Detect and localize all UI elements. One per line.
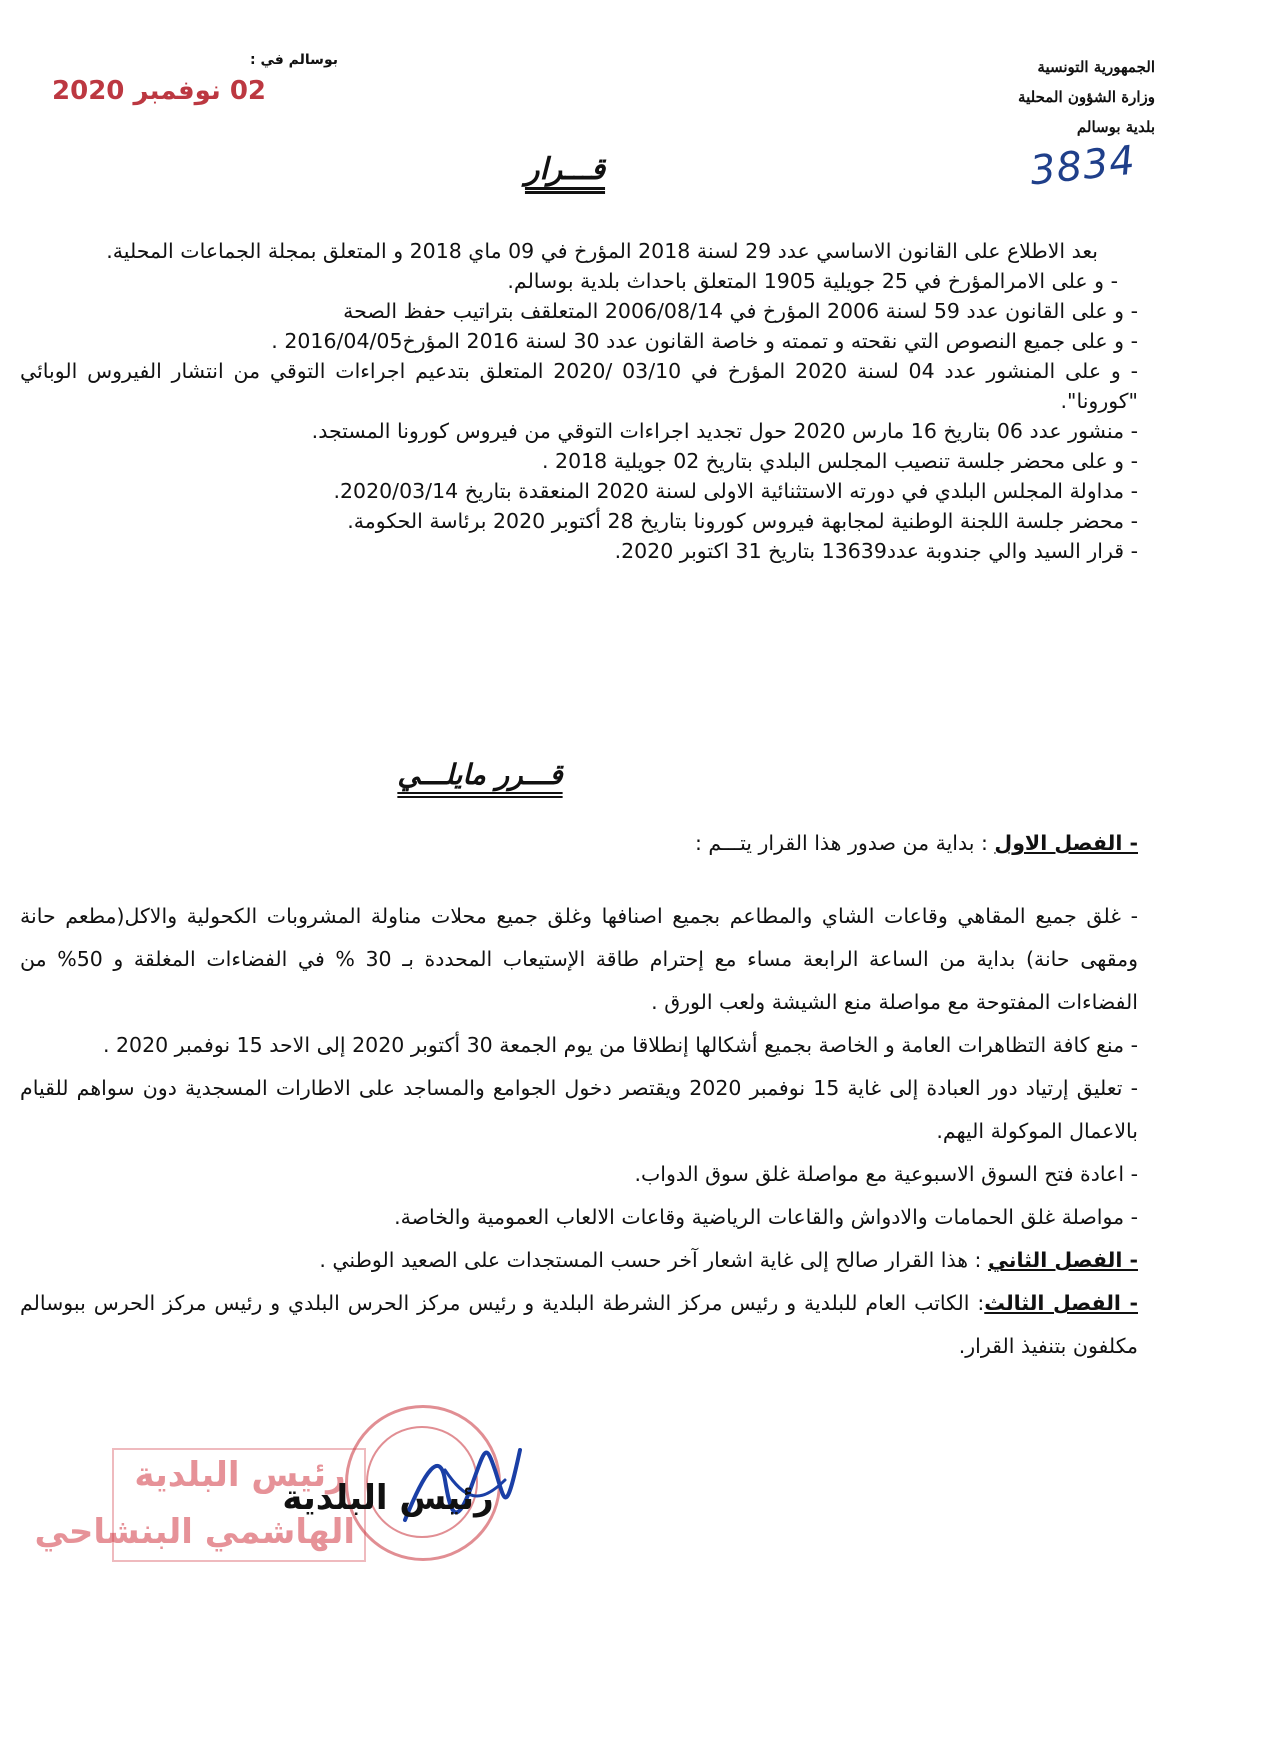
article-2 (20, 1239, 1138, 1282)
signature-label: رئيس البلدية (282, 1478, 494, 1518)
country-name: الجمهورية التونسية (1037, 58, 1155, 76)
article-1 (20, 822, 1138, 865)
place-label: بوسالم في : (250, 52, 338, 68)
mayor-stamp-title: رئيس البلدية (134, 1455, 346, 1495)
article-3-text: : الكاتب العام للبلدية و رئيس مركز الشرطة البلدية و رئيس مركز الحرس البلدي و رئيس مركز الحرس ببوسالم مكلفون بتنفيذ القرار. (20, 1291, 1138, 1358)
preamble-item: - مداولة المجلس البلدي في دورته الاستثنائية الاولى لسنة 2020 المنعقدة بتاريخ 2020/03/14. (333, 479, 1138, 503)
preamble-item: - و على المنشور عدد 04 لسنة 2020 المؤرخ في 03/10 /2020 المتعلق بتدعيم اجراءات التوقي من انتشار الفيروس الوبائي "كورونا". (20, 359, 1138, 413)
measure-item: - اعادة فتح السوق الاسبوعية مع مواصلة غلق سوق الدواب. (634, 1162, 1138, 1186)
preamble-item: - محضر جلسة اللجنة الوطنية لمجابهة فيروس كورونا بتاريخ 28 أكتوبر 2020 برئاسة الحكومة. (347, 509, 1138, 533)
article-3-label: - الفصل الثالث (984, 1291, 1138, 1315)
article-2-label: - الفصل الثاني (988, 1248, 1138, 1272)
mayor-stamp-name: الهاشمي البنشاحي (34, 1512, 355, 1552)
article-3 (20, 1282, 1138, 1368)
decision-heading: قـــرر مايلـــي (397, 758, 563, 791)
document-title: قـــرار (524, 152, 606, 187)
letterhead (825, 52, 1155, 142)
measure-item: - منع كافة التظاهرات العامة و الخاصة بجميع أشكالها إنطلاقا من يوم الجمعة 30 أكتوبر 2020 إلى الاحد 15 نوفمبر 2020 . (102, 1033, 1138, 1057)
measure-item: - تعليق إرتياد دور العبادة إلى غاية 15 نوفمبر 2020 ويقتصر دخول الجوامع والمساجد على الاطارات المسجدية دون سواهم للقيام بالاعمال الموكولة اليهم. (20, 1076, 1138, 1143)
preamble-item: - و على جميع النصوص التي نقحته و تممته و خاصة القانون عدد 30 لسنة 2016 المؤرخ2016/04/05 . (271, 329, 1138, 353)
article-2-text: : هذا القرار صالح إلى غاية اشعار آخر حسب المستجدات على الصعيد الوطني . (319, 1248, 988, 1272)
preamble (20, 236, 1138, 566)
preamble-item: - قرار السيد والي جندوبة عدد13639 بتاريخ 31 اكتوبر 2020. (614, 539, 1138, 563)
decision-body (20, 822, 1138, 1368)
preamble-item: بعد الاطلاع على القانون الاساسي عدد 29 لسنة 2018 المؤرخ في 09 ماي 2018 و المتعلق بمجلة الجماعات المحلية. (106, 239, 1098, 263)
ministry-name: وزارة الشؤون المحلية (1018, 88, 1155, 106)
preamble-item: - و على الامرالمؤرخ في 25 جويلية 1905 المتعلق باحداث بلدية بوسالم. (507, 269, 1118, 293)
municipality-name: بلدية بوسالم (1076, 118, 1155, 136)
reference-number: 3834 (1027, 137, 1138, 195)
article-1-label: - الفصل الاول (994, 831, 1138, 855)
preamble-item: - و على القانون عدد 59 لسنة 2006 المؤرخ في 2006/08/14 المتعلقف بتراتيب حفظ الصحة (343, 299, 1138, 323)
date-stamp: 02 نوفمبر 2020 (52, 76, 266, 106)
measure-item: - غلق جميع المقاهي وقاعات الشاي والمطاعم بجميع اصنافها وغلق جميع محلات مناولة المشروبات الكحولية والاكل(مطعم حانة ومقهى حانة) بداية من الساعة الرابعة مساء مع إحترام طاقة الإستيعاب المحددة بـ 30 % في الفضاءات المغلقة و 50% من الفضاءات المفتوحة مع مواصلة منع الشيشة ولعب الورق . (20, 904, 1138, 1014)
preamble-item: - منشور عدد 06 بتاريخ 16 مارس 2020 حول تجديد اجراءات التوقي من فيروس كورونا المستجد. (311, 419, 1138, 443)
measure-item: - مواصلة غلق الحمامات والادواش والقاعات الرياضية وقاعات الالعاب العمومية والخاصة. (394, 1205, 1138, 1229)
article-1-intro: : بداية من صدور هذا القرار يتـــم : (695, 831, 995, 855)
preamble-item: - و على محضر جلسة تنصيب المجلس البلدي بتاريخ 02 جويلية 2018 . (542, 449, 1138, 473)
